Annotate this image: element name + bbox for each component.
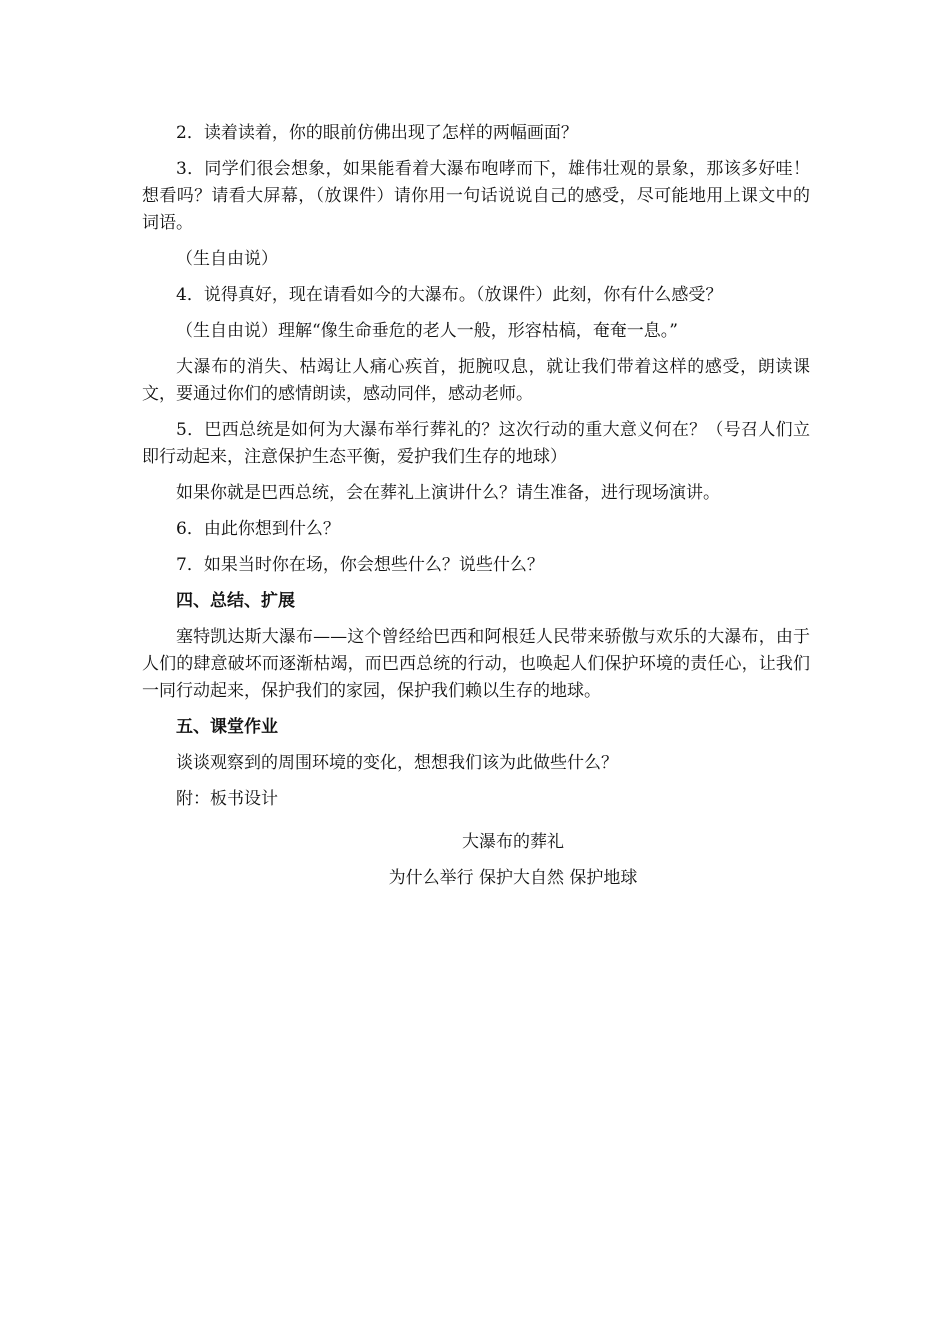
section-heading-homework: 五、课堂作业 [176, 717, 278, 737]
paragraph-q2: 2．读着读着，你的眼前仿佛出现了怎样的两幅画面？ [176, 123, 578, 143]
paragraph-summary: 塞特凯达斯大瀑布——这个曾经给巴西和阿根廷人民带来骄傲与欢乐的大瀑布，由于人们的肆意破坏而逐渐枯竭，而巴西总统的行动，也唤起人们保护环境的责任心，让我们一同行动起来，保护我们的家园，保护我们赖以生存的地球。 [142, 627, 810, 701]
paragraph-q6: 6．由此你想到什么？ [176, 519, 340, 539]
board-line: 为什么举行 保护大自然 保护地球 [388, 868, 638, 888]
blackboard-design [142, 829, 810, 892]
paragraph-student-speak-1: （生自由说） [176, 249, 278, 269]
paragraph-q7: 7．如果当时你在场，你会想些什么？说些什么？ [176, 555, 544, 575]
board-title: 大瀑布的葬礼 [462, 832, 564, 852]
paragraph-student-speak-2: （生自由说）理解“像生命垂危的老人一般，形容枯槁，奄奄一息。” [176, 321, 678, 341]
appendix-label: 附：板书设计 [176, 789, 278, 809]
paragraph-q4: 4．说得真好，现在请看如今的大瀑布。（放课件）此刻，你有什么感受？ [176, 285, 723, 305]
paragraph-reading-aloud: 大瀑布的消失、枯竭让人痛心疾首，扼腕叹息，就让我们带着这样的感受，朗读课文，要通过你们的感情朗读，感动同伴，感动老师。 [142, 357, 810, 404]
paragraph-homework: 谈谈观察到的周围环境的变化，想想我们该为此做些什么？ [176, 753, 618, 773]
paragraph-q5: 5．巴西总统是如何为大瀑布举行葬礼的？这次行动的重大意义何在？（号召人们立即行动起来，注意保护生态平衡，爱护我们生存的地球） [142, 420, 810, 467]
lesson-body [142, 120, 810, 822]
section-heading-summary: 四、总结、扩展 [176, 591, 295, 611]
paragraph-speech: 如果你就是巴西总统，会在葬礼上演讲什么？请生准备，进行现场演讲。 [176, 483, 720, 503]
paragraph-q3: 3．同学们很会想象，如果能看着大瀑布咆哮而下，雄伟壮观的景象，那该多好哇！想看吗？请看大屏幕，（放课件）请你用一句话说说自己的感受，尽可能地用上课文中的词语。 [142, 159, 810, 233]
